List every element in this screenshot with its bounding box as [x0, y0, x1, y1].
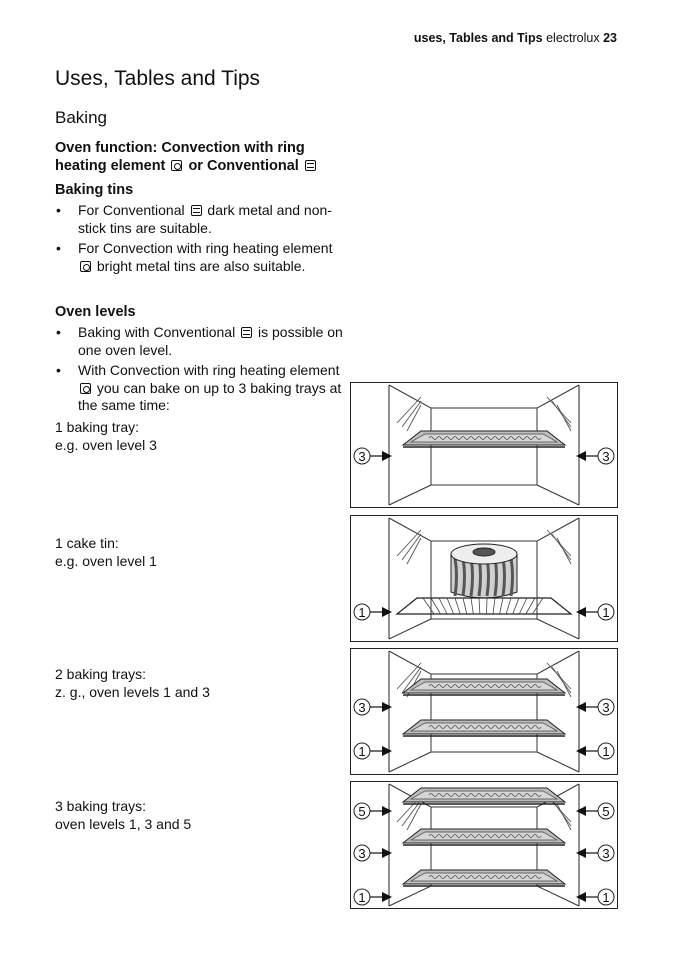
oven-level-marker: [354, 845, 392, 861]
oven-function-heading: [55, 139, 318, 175]
oven-level-marker: [354, 448, 392, 464]
convection-ring-icon: [80, 261, 91, 272]
example-caption-3: 2 baking trays: z. g., oven levels 1 and 3: [55, 666, 210, 700]
oven-level-marker: [576, 604, 614, 620]
running-header: [414, 31, 617, 45]
oven-diagram-4: [350, 781, 618, 909]
baking-tray: [403, 788, 565, 804]
page-number: 23: [603, 31, 617, 45]
oven-illustration-3: [351, 649, 617, 774]
oven-diagram-2: [350, 515, 618, 642]
oven-level-marker: [576, 743, 614, 759]
conventional-heating-icon: [191, 205, 202, 216]
baking-tray: [403, 679, 565, 695]
oven-level-marker: [576, 889, 614, 905]
example-caption-4: 3 baking trays: oven levels 1, 3 and 5: [55, 798, 192, 832]
oven-illustration-2: [351, 516, 617, 641]
list-item: • With Convection with ring heating element you can bake on up to 3 baking trays at the same time:: [55, 362, 345, 415]
svg-text:1: 1: [358, 890, 366, 905]
running-header-brand: electrolux: [546, 31, 600, 45]
oven-function-line2: heating element or Conventional: [55, 157, 318, 175]
svg-text:5: 5: [602, 804, 610, 819]
oven-diagram-3: [350, 648, 618, 775]
oven-function-line1: Oven function: Convection with ring: [55, 140, 305, 156]
running-header-section: uses, Tables and Tips: [413, 31, 543, 45]
oven-diagram-1: [350, 382, 618, 508]
svg-text:3: 3: [358, 700, 366, 715]
oven-illustration-4: [351, 782, 617, 908]
baking-tray: [403, 431, 565, 447]
oven-levels-heading: Oven levels: [55, 304, 136, 320]
oven-level-marker: [576, 699, 614, 715]
oven-levels-list: [55, 324, 345, 418]
cake-tin: [451, 544, 517, 598]
oven-level-marker: [354, 803, 392, 819]
svg-text:1: 1: [602, 890, 610, 905]
list-item: • For Conventional dark metal and non-stick tins are suitable.: [55, 202, 345, 237]
baking-tray: [403, 720, 565, 736]
svg-text:3: 3: [602, 700, 610, 715]
svg-text:3: 3: [602, 449, 610, 464]
oven-level-marker: [354, 699, 392, 715]
conventional-heating-icon: [305, 160, 316, 171]
baking-tray: [403, 870, 565, 886]
svg-text:3: 3: [358, 449, 366, 464]
example-caption-2: 1 cake tin: e.g. oven level 1: [55, 535, 157, 569]
oven-illustration-1: [351, 383, 617, 507]
oven-level-marker: [576, 845, 614, 861]
convection-ring-icon: [80, 383, 91, 394]
conventional-heating-icon: [241, 327, 252, 338]
svg-text:3: 3: [358, 846, 366, 861]
section-title: Baking: [55, 108, 107, 127]
oven-level-marker: [354, 604, 392, 620]
page-title: Uses, Tables and Tips: [55, 67, 261, 90]
baking-tray: [403, 829, 565, 845]
svg-text:1: 1: [358, 605, 366, 620]
oven-rack: [397, 598, 571, 614]
baking-tins-heading: Baking tins: [55, 182, 134, 198]
svg-text:5: 5: [358, 804, 366, 819]
example-caption-1: 1 baking tray: e.g. oven level 3: [55, 419, 157, 453]
oven-cavity: [389, 651, 579, 772]
oven-level-marker: [576, 448, 614, 464]
baking-tins-list: [55, 202, 345, 278]
list-item: • For Convection with ring heating element bright metal tins are also suitable.: [55, 240, 345, 275]
svg-text:3: 3: [602, 846, 610, 861]
list-item: • Baking with Conventional is possible on one oven level.: [55, 324, 345, 359]
oven-level-marker: [354, 889, 392, 905]
svg-text:1: 1: [602, 605, 610, 620]
svg-text:1: 1: [602, 744, 610, 759]
oven-level-marker: [354, 743, 392, 759]
oven-level-marker: [576, 803, 614, 819]
convection-ring-icon: [171, 160, 182, 171]
svg-text:1: 1: [358, 744, 366, 759]
